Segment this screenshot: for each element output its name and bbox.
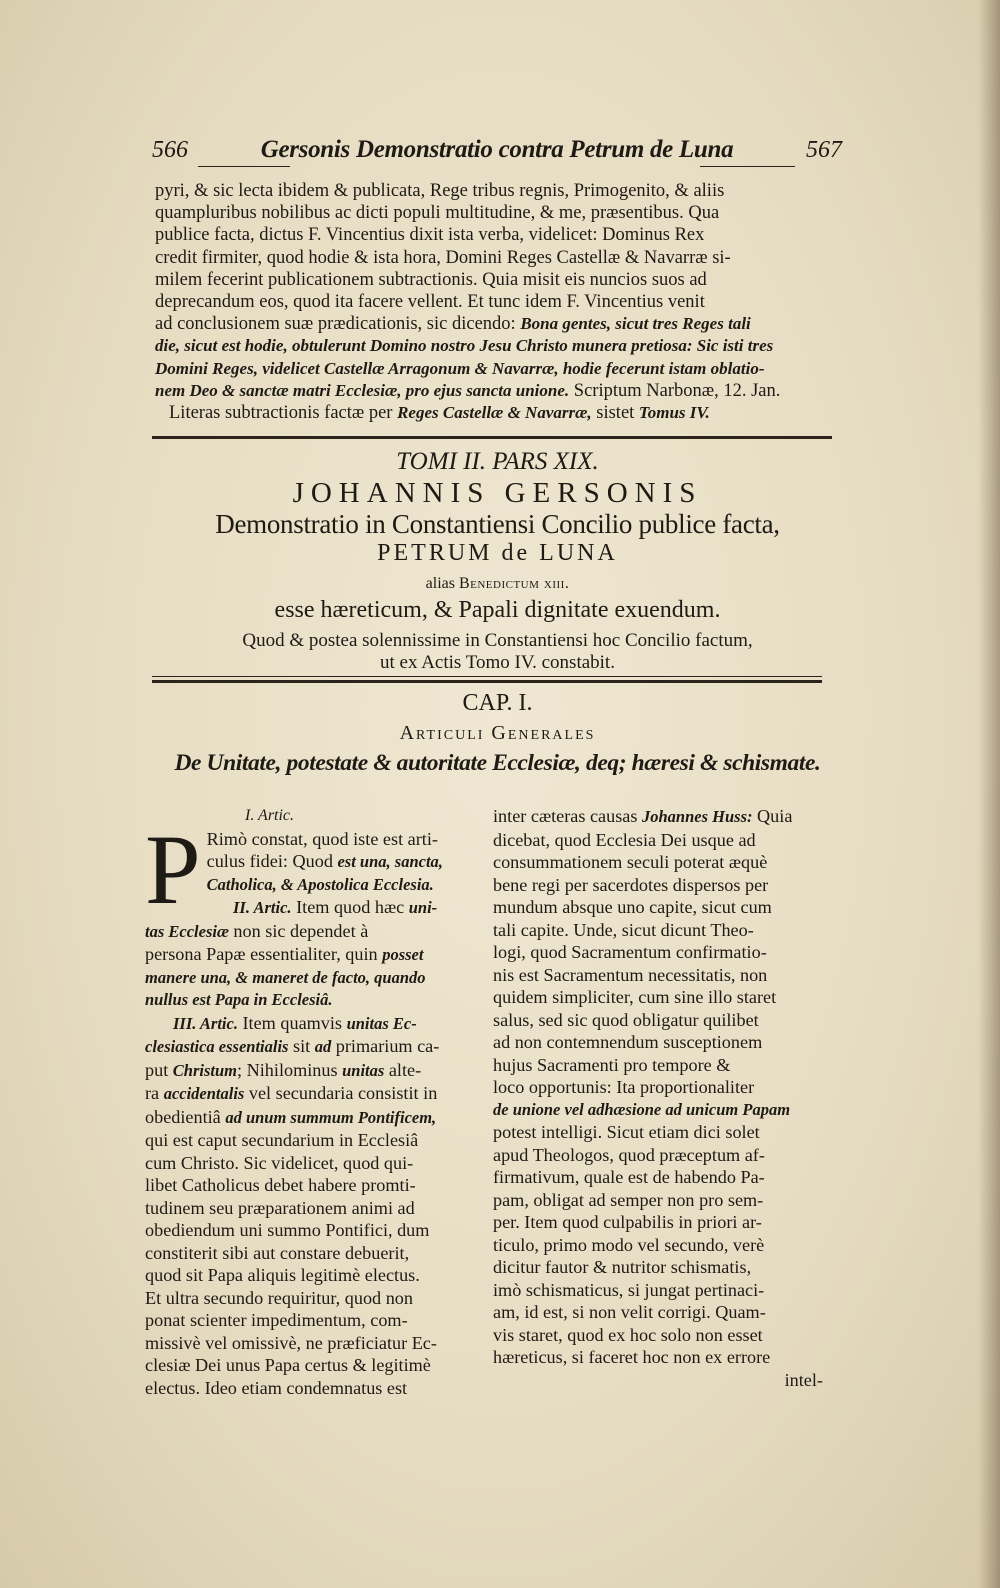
italic-span: posset (382, 945, 424, 964)
text-span: sistet (596, 403, 635, 424)
text-span: Quia (757, 806, 793, 826)
alias-line (155, 575, 840, 593)
text-line (145, 920, 475, 944)
text-line: milem fecerint publicationem subtractionis. Quia misit eis nuncios suos ad (155, 269, 707, 290)
text-line: ponat scienter impedimentum, com- (145, 1310, 408, 1330)
text-line: dicitur fautor & nutritor schismatis, (493, 1257, 752, 1277)
text-line: dicebat, quod Ecclesia Dei usque ad (493, 829, 756, 850)
text-line: nullus est Papa in Ecclesiâ. (145, 990, 333, 1009)
text-line: am, id est, si non velit corrigi. Quam- (493, 1302, 766, 1322)
italic-span: Reges Castellæ & Navarræ, (397, 403, 592, 423)
text-line: Catholica, & Apostolica Ecclesia. (206, 874, 434, 894)
text-line: electus. Ideo etiam condemnatus est (145, 1377, 408, 1398)
text-line (155, 313, 840, 335)
thesis-line: esse hæreticum, & Papali dignitate exuendum. (274, 597, 721, 623)
header-rule (700, 166, 795, 167)
right-column (493, 805, 823, 1391)
italic-span: tas Ecclesiæ (145, 921, 229, 941)
text-line: cum Christo. Sic videlicet, quod qui- (145, 1152, 414, 1173)
text-line (145, 1012, 475, 1036)
text-line: quidem simpliciter, cum sine illo staret (493, 987, 777, 1007)
text-line: Rimò constat, quod iste est arti- (206, 828, 438, 849)
article-label: I. Artic. (245, 807, 295, 824)
text-line: quampluribus nobilibus ac dicti populi multitudine, & me, præsentibus. Qua (155, 203, 720, 224)
text-line: vis staret, quod ex hoc solo non esset (493, 1324, 763, 1345)
note-line: Quod & postea solennissime in Constantiensi hoc Concilio factum, (242, 630, 753, 651)
text-line: pam, obligat ad semper non pro sem- (493, 1189, 764, 1210)
text-line: missivè vel omissivè, ne præficiatur Ec- (145, 1332, 437, 1353)
text-line: nis est Sacramentum necessitatis, non (493, 964, 768, 985)
italic-span: est una, sancta, (337, 852, 443, 871)
text-line: credit firmiter, quod hodie & ista hora, Domini Reges Castellæ & Navarræ si- (155, 247, 731, 268)
text-line (145, 943, 475, 967)
text-span: Item quamvis (242, 1012, 343, 1033)
text-line: clesiæ Dei unus Papa certus & legitimè (145, 1355, 431, 1375)
text-line: hujus Sacramenti pro tempore & (493, 1054, 731, 1075)
text-line: qui est caput secundarium in Ecclesiâ (145, 1130, 419, 1150)
text-line: mundum absque uno capite, sicut cum (493, 897, 772, 917)
text-line: constiterit sibi aut constare debuerit, (145, 1242, 410, 1263)
text-span: persona Papæ essentialiter, quin (145, 944, 378, 964)
alias-word: alias (425, 575, 455, 592)
text-line: tudinem seu præparationem animi ad (145, 1197, 415, 1218)
page-number-right: 567 (805, 137, 842, 163)
text-span: vel secundaria consistit in (248, 1083, 438, 1103)
text-line: consummationem seculi poterat æquè (493, 852, 768, 872)
running-head (152, 136, 842, 164)
chapter-heading: CAP. I. (462, 690, 533, 716)
italic-span: ad unum summum Pontificem, (225, 1107, 437, 1127)
text-line (155, 380, 840, 402)
text-line: hæreticus, si faceret hoc non ex errore (493, 1347, 771, 1367)
text-span: alte- (388, 1059, 422, 1080)
italic-span: ad (314, 1037, 332, 1056)
text-line: imò schismaticus, si jungat pertinaci- (493, 1279, 765, 1300)
gutter-shadow (978, 0, 1000, 1588)
text-span: ad conclusionem suæ prædicationis, sic dicendo: (155, 314, 516, 335)
text-line: tali capite. Unde, sicut dicunt Theo- (493, 919, 754, 940)
text-span: Item quod hæc (296, 897, 405, 917)
text-span: ; Nihilominus (237, 1059, 338, 1080)
volume-heading: TOMI II. PARS XIX. (396, 448, 599, 475)
text-line: per. Item quod culpabilis in priori ar- (493, 1212, 762, 1232)
text-line: firmativum, quale est de habendo Pa- (493, 1167, 765, 1187)
text-line (155, 402, 840, 424)
text-line: libet Catholicus debet habere promti- (145, 1175, 416, 1195)
alias-name: Benedictum xiii. (458, 575, 570, 592)
catchword: intel- (784, 1369, 823, 1390)
italic-span: unitas Ec- (346, 1013, 417, 1033)
note-line: ut ex Actis Tomo IV. constabit. (380, 652, 615, 673)
text-line: potest intelligi. Sicut etiam dici solet (493, 1122, 760, 1142)
italic-span: clesiastica essentialis (145, 1037, 289, 1056)
running-title: Gersonis Demonstratio contra Petrum de Luna (260, 136, 734, 163)
italic-span: uni- (408, 898, 438, 917)
text-span: obedientiâ (145, 1106, 221, 1127)
drop-cap: P (145, 813, 201, 925)
text-span: Scriptum Narbonæ, 12. Jan. (573, 380, 781, 401)
text-line: die, sicut est hodie, obtulerunt Domino nostro Jesu Christo munera pretiosa: Sic isti tres (155, 336, 774, 356)
subject-name: PETRUM de LUNA (377, 540, 618, 566)
text-line (493, 805, 823, 829)
italic-span: Johannes Huss: (641, 807, 753, 826)
text-span: ra (145, 1083, 160, 1103)
text-line: logi, quod Sacramentum confirmatio- (493, 942, 767, 962)
header-rule (198, 166, 290, 167)
author-heading: JOHANNIS GERSONIS (292, 477, 703, 509)
text-span: inter cæteras causas (493, 806, 638, 826)
text-span: non sic dependet à (233, 920, 369, 941)
section-rule (152, 436, 832, 439)
text-line: apud Theologos, quod præceptum af- (493, 1144, 765, 1165)
text-line: de unione vel adhæsione ad unicum Papam (493, 1099, 791, 1119)
article-label: III. Artic. (173, 1013, 238, 1033)
italic-span: Bona gentes, sicut tres Reges tali (520, 314, 751, 334)
continued-text (155, 180, 840, 424)
text-line: publice facta, dictus F. Vincentius dixit ista verba, videlicet: Dominus Rex (155, 225, 705, 246)
text-line: quod sit Papa aliquis legitimè electus. (145, 1265, 420, 1285)
text-span: culus fidei: Quod (206, 851, 333, 871)
text-line: Domini Reges, videlicet Castellæ Arragonum & Navarræ, hodie fecerunt istam oblatio- (155, 358, 765, 378)
italic-span: nem Deo & sanctæ matri Ecclesiæ, pro ejus sancta unione. (155, 380, 570, 400)
italic-span: unitas (342, 1060, 385, 1080)
section-rule (152, 680, 822, 683)
text-line: salus, sed sic quod obligatur quilibet (493, 1009, 759, 1030)
italic-span: Christum (172, 1060, 238, 1080)
text-line: ticulo, primo modo vel secundo, verè (493, 1234, 765, 1255)
text-line: pyri, & sic lecta ibidem & publicata, Rege tribus regnis, Primogenito, & aliis (155, 181, 725, 201)
text-line: manere una, & maneret de facto, quando (145, 967, 426, 987)
text-line: loco opportunis: Ita proportionaliter (493, 1077, 755, 1097)
left-column (145, 805, 475, 1399)
text-span: put (145, 1059, 169, 1080)
text-line (145, 1106, 475, 1130)
text-line (145, 1082, 475, 1106)
articles-heading: Articuli Generales (399, 722, 596, 744)
text-line (145, 1059, 475, 1083)
section-rule (152, 676, 822, 677)
italic-span: accidentalis (163, 1084, 245, 1103)
text-span: sit (293, 1036, 311, 1056)
text-line (145, 1035, 475, 1059)
text-line: Et ultra secundo requiritur, quod non (145, 1287, 413, 1308)
text-line: obediendum uni summo Pontifici, dum (145, 1220, 430, 1240)
text-span: Literas subtractionis factæ per (169, 403, 393, 424)
note-lines (155, 630, 840, 674)
text-span: primarium ca- (335, 1036, 440, 1056)
page-number-left: 566 (152, 137, 188, 163)
chapter-subtitle: De Unitate, potestate & autoritate Ecclesiæ, deq; hæresi & schismate. (174, 750, 821, 776)
text-line: ad non contemnendum susceptionem (493, 1032, 763, 1052)
text-line: deprecandum eos, quod ita facere vellent. Et tunc idem F. Vincentius venit (155, 292, 705, 313)
italic-span: Tomus IV. (638, 403, 710, 423)
work-title: Demonstratio in Constantiensi Concilio publice facta, (215, 509, 780, 539)
article-label: II. Artic. (233, 898, 292, 917)
text-line: bene regi per sacerdotes dispersos per (493, 874, 769, 895)
